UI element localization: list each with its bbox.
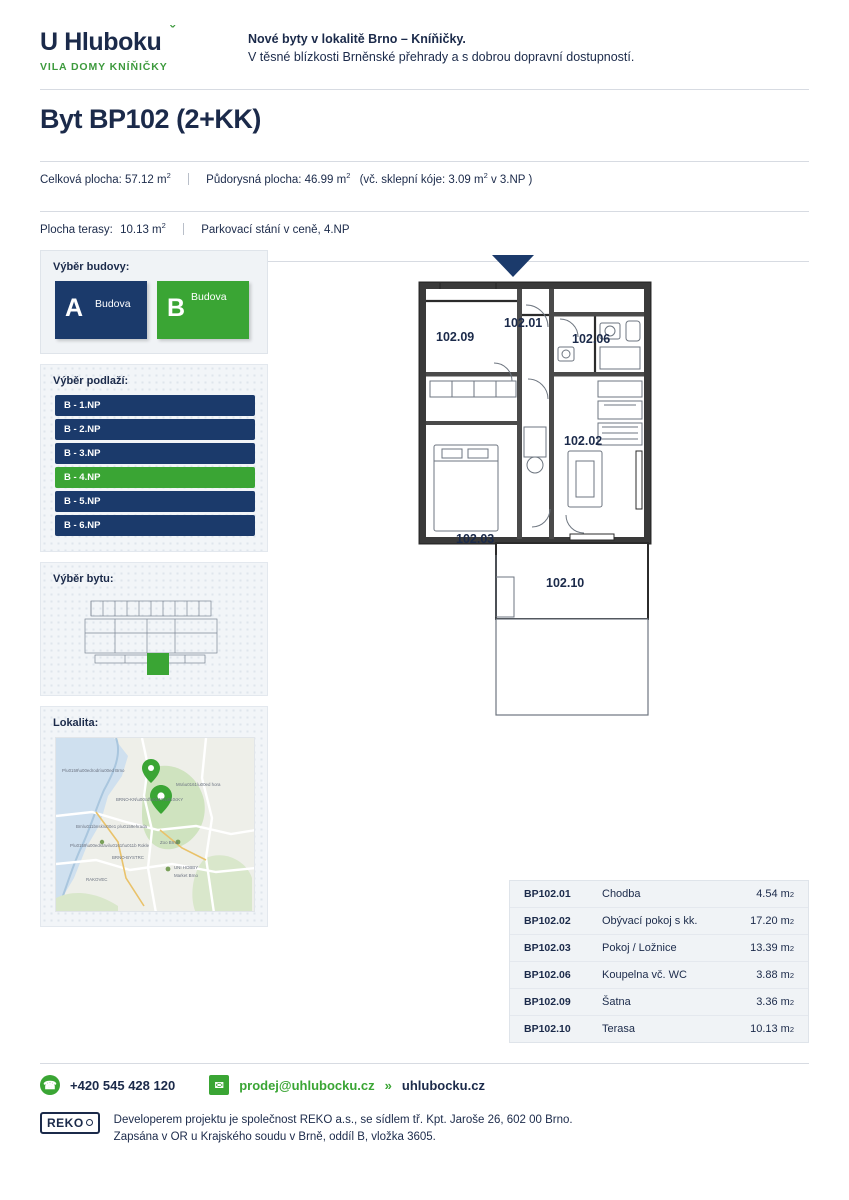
room-code: BP102.02	[524, 915, 571, 927]
total-area-value: 57.12 m	[125, 173, 167, 186]
floorplan-svg	[400, 255, 820, 735]
reko-logo-dot	[86, 1119, 93, 1126]
plan-label-102-09: 102.09	[436, 330, 475, 344]
cellar-note-unit: 2	[483, 171, 488, 180]
locality-label: Lokalita:	[53, 717, 99, 729]
legal-block	[40, 1112, 573, 1145]
map-svg	[56, 738, 255, 912]
floor-item-6np[interactable]: B - 6.NP	[55, 515, 255, 536]
facts-row-2	[0, 212, 849, 245]
room-area-unit: 2	[789, 971, 794, 980]
floorplan	[400, 255, 820, 735]
svg-text:Market Brno: Market Brno	[174, 873, 198, 878]
building-b-letter: B	[167, 294, 186, 322]
locality-panel	[40, 706, 268, 927]
terrace-area-value: 10.13 m	[120, 223, 162, 236]
unit-highlight	[147, 653, 169, 675]
room-area-table	[509, 880, 809, 1043]
building-selector-label: Výběr budovy:	[53, 261, 130, 273]
plan-label-102-06: 102.06	[572, 332, 611, 346]
unit-mini-plan-svg	[55, 593, 255, 679]
svg-text:BRNO-KN\u00cd\u0147I\u010cKY: BRNO-KN\u00cd\u0147I\u010cKY	[116, 797, 184, 802]
parking-note: Parkovací stání v ceně, 4.NP	[201, 223, 350, 236]
unit-selector-panel	[40, 562, 268, 696]
reko-logo-text: REKO	[47, 1116, 84, 1130]
terrace-area-unit: 2	[161, 220, 166, 230]
room-area-unit: 2	[789, 890, 794, 899]
header-tagline	[240, 28, 634, 64]
chevron-right-icon: »	[384, 1077, 392, 1093]
brand-caron: ˇ	[170, 23, 175, 40]
floor-list	[41, 395, 267, 551]
svg-text:Mra\u0161\u00ed hora: Mra\u0161\u00ed hora	[176, 782, 221, 787]
svg-text:Zoo Brno: Zoo Brno	[160, 840, 179, 845]
brand-subtitle: VILA DOMY KNÍŇIČKY	[40, 61, 168, 73]
building-options	[41, 281, 267, 353]
floor-selector-label: Výběr podlaží:	[53, 375, 129, 387]
header-tagline-line2: V těsné blízkosti Brněnské přehrady a s dobrou dopravní dostupností.	[248, 50, 635, 64]
reko-logo	[40, 1112, 100, 1134]
legal-line-1: Developerem projektu je společnost REKO a.s., se sídlem tř. Kpt. Jaroše 26, 602 00 Brno.	[113, 1114, 573, 1126]
email-link[interactable]: prodej@uhlubocku.cz	[239, 1077, 375, 1093]
sidebar	[40, 250, 268, 927]
room-name: Chodba	[602, 888, 641, 900]
unit-mini-plan-wrap[interactable]	[41, 593, 267, 695]
locality-map-wrap[interactable]	[41, 737, 267, 926]
locality-map[interactable]	[55, 737, 255, 912]
legal-text	[114, 1112, 573, 1145]
room-name: Pokoj / Ložnice	[602, 942, 677, 954]
building-a-letter: A	[65, 294, 84, 322]
floor-area-label: Půdorysná plocha:	[206, 173, 302, 186]
terrace-area-label: Plocha terasy:	[40, 223, 113, 236]
room-code: BP102.01	[524, 888, 571, 900]
brand-name-main: U Hlubo	[40, 28, 134, 56]
total-area-label: Celková plocha:	[40, 173, 122, 186]
cellar-note-pre: (vč. sklepní kóje: 3.09 m	[359, 173, 484, 186]
total-area-unit: 2	[166, 171, 171, 180]
phone-icon: ☎	[40, 1075, 60, 1095]
table-row	[510, 881, 808, 907]
table-row	[510, 988, 808, 1015]
page-header	[0, 0, 849, 73]
room-area: 4.54 m	[756, 888, 790, 900]
floor-item-2np[interactable]: B - 2.NP	[55, 419, 255, 440]
table-row	[510, 961, 808, 988]
mail-icon: ✉	[209, 1075, 229, 1095]
room-code: BP102.03	[524, 942, 571, 954]
svg-text:P\u0159\u00edrodn\u00ed Brno: P\u0159\u00edrodn\u00ed Brno	[62, 768, 125, 773]
divider-footer	[40, 1063, 809, 1064]
building-option-b[interactable]	[157, 281, 249, 339]
room-area: 3.88 m	[756, 969, 790, 981]
room-name: Šatna	[602, 996, 631, 1008]
building-b-word: Budova	[191, 291, 227, 303]
building-a-word: Budova	[95, 298, 131, 310]
unit-selector-label: Výběr bytu:	[53, 573, 114, 585]
plan-label-102-02: 102.02	[564, 434, 603, 448]
facts-row-1	[0, 162, 849, 195]
floor-item-1np[interactable]: B - 1.NP	[55, 395, 255, 416]
room-area-unit: 2	[789, 1025, 794, 1034]
room-name: Koupelna vč. WC	[602, 969, 687, 981]
cellar-note-post: v 3.NP )	[487, 173, 533, 186]
room-code: BP102.09	[524, 996, 571, 1008]
room-area-unit: 2	[789, 944, 794, 953]
header-tagline-line1: Nové byty v lokalitě Brno – Kníňičky.	[248, 32, 466, 46]
room-area: 3.36 m	[756, 996, 790, 1008]
svg-text:UNI HOBBY: UNI HOBBY	[174, 865, 199, 870]
plan-terrace	[496, 543, 648, 715]
floor-item-4np[interactable]: B - 4.NP	[55, 467, 255, 488]
legal-line-2: Zapsána v OR u Krajského soudu v Brně, oddíl B, vložka 3605.	[113, 1130, 436, 1143]
website-link[interactable]: uhlubocku.cz	[401, 1077, 485, 1093]
table-row	[510, 934, 808, 961]
building-selector-panel	[40, 250, 268, 354]
floor-selector-panel	[40, 364, 268, 552]
room-area: 13.39 m	[750, 942, 790, 954]
floor-item-5np[interactable]: B - 5.NP	[55, 491, 255, 512]
room-name: Terasa	[602, 1023, 636, 1035]
facts-separator-1	[188, 173, 189, 185]
room-code: BP102.06	[524, 969, 571, 981]
svg-text:BRNO-BYSTRC: BRNO-BYSTRC	[112, 855, 144, 860]
building-option-a[interactable]	[55, 281, 147, 339]
table-row	[510, 1015, 808, 1042]
brand-logo	[40, 23, 240, 73]
floor-area-unit: 2	[346, 171, 351, 180]
brand-name-tail: ku	[133, 28, 162, 56]
facts-separator-2	[183, 223, 184, 235]
table-row	[510, 907, 808, 934]
svg-text:RAKOVEC: RAKOVEC	[86, 877, 108, 882]
room-code: BP102.10	[524, 1023, 571, 1035]
floor-area-value: 46.99 m	[304, 173, 347, 186]
phone-number[interactable]: +420 545 428 120	[70, 1077, 176, 1093]
svg-text:P\u0159\u00edstavi\u0161t\u011: P\u0159\u00edstavi\u0161t\u011b Rokle	[70, 843, 150, 848]
page-title: Byt BP102 (2+KK)	[40, 104, 261, 134]
contact-bar	[40, 1075, 485, 1095]
plan-label-102-01: 102.01	[504, 316, 543, 330]
unit-mini-plan[interactable]	[55, 593, 255, 679]
room-name: Obývací pokoj s kk.	[602, 915, 698, 927]
room-area-unit: 2	[789, 917, 794, 926]
room-area-unit: 2	[789, 998, 794, 1007]
orientation-arrow	[492, 255, 534, 277]
brand-name	[40, 23, 240, 57]
room-area: 10.13 m	[750, 1023, 790, 1035]
floor-item-3np[interactable]: B - 3.NP	[55, 443, 255, 464]
svg-text:Brn\u011bnsk\u00e1 p\u0159ehra: Brn\u011bnsk\u00e1 p\u0159ehrada	[76, 824, 147, 829]
plan-label-102-03: 102.03	[456, 532, 495, 546]
room-area: 17.20 m	[750, 915, 790, 927]
plan-label-102-10: 102.10	[546, 576, 585, 590]
